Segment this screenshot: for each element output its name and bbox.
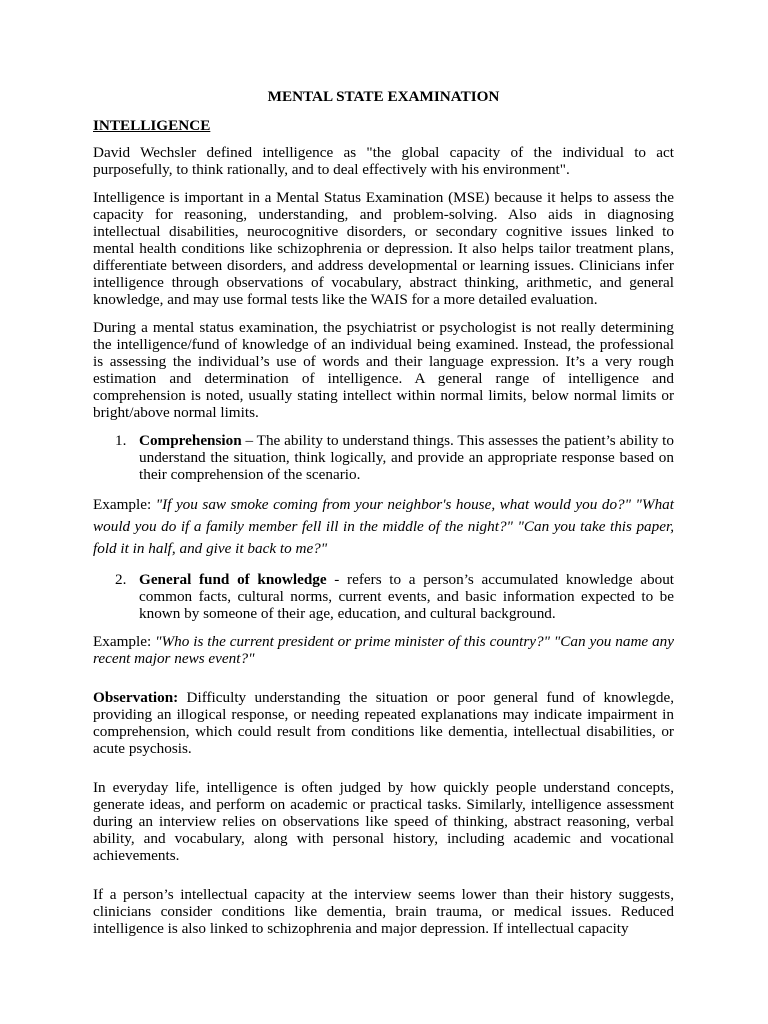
section-heading-intelligence: INTELLIGENCE xyxy=(93,117,211,134)
paragraph-importance: Intelligence is important in a Mental Status Examination (MSE) because it helps to assess the capacity for reasoning, understanding, and problem-solving. Also aids in diagnosing intellectual disabilities, neurocognitive disorders, or secondary cognitive issues linked to mental health conditions like schizophrenia or depression. It also helps tailor treatment plans, differentiate between disorders, and address developmental or learning issues. Clinicians infer intelligence through observations of vocabulary, abstract thinking, arithmetic, and general knowledge, and may use formal tests like the WAIS for a more detailed evaluation. xyxy=(93,189,674,308)
document-title: MENTAL STATE EXAMINATION xyxy=(267,88,500,105)
observation-label: Observation: xyxy=(93,689,179,706)
list-item-text: - refers to a person’s accumulated knowledge about common facts, cultural norms, current events, and basic information expected to be known by someone of their age, education, and cultural background. xyxy=(139,571,675,622)
list-number: 1. xyxy=(115,432,127,449)
example-text: "Who is the current president or prime minister of this country?" "Can you name any recent major news event?" xyxy=(93,633,675,667)
paragraph-capacity: If a person’s intellectual capacity at the interview seems lower than their history suggests, clinicians consider conditions like dementia, brain trauma, or medical issues. Reduced intelligence is also linked to schizophrenia and major depression. If intellectual capacity xyxy=(93,886,674,937)
numbered-list-1 xyxy=(93,432,674,483)
paragraph-observation xyxy=(93,689,674,757)
numbered-list-2 xyxy=(93,571,674,622)
paragraph-definition: David Wechsler defined intelligence as "the global capacity of the individual to act purposefully, to think rationally, and to deal effectively with his environment". xyxy=(93,144,674,178)
example-comprehension xyxy=(93,494,674,560)
example-label: Example: xyxy=(93,496,156,513)
list-item-term: General fund of knowledge xyxy=(139,571,327,588)
paragraph-everyday-life: In everyday life, intelligence is often judged by how quickly people understand concepts, generate ideas, and perform on academic or practical tasks. Similarly, intelligence assessment during an interview relies on observations like speed of thinking, abstract reasoning, verbal ability, and vocabulary, along with personal history, including academic and vocational achievements. xyxy=(93,779,674,864)
paragraph-assessment: During a mental status examination, the psychiatrist or psychologist is not really determining the intelligence/fund of knowledge of an individual being examined. Instead, the professional is assessing the individual’s use of words and their language expression. It’s a very rough estimation and determination of intelligence. A general range of intelligence and comprehension is noted, usually stating intellect within normal limits, below normal limits or bright/above normal limits. xyxy=(93,319,674,421)
list-item-text: – The ability to understand things. This assesses the patient’s ability to understand the situation, think logically, and provide an appropriate response based on their comprehension of the scenario. xyxy=(139,432,674,483)
example-text: "If you saw smoke coming from your neighbor's house, what would you do?" "What would you do if a family member fell ill in the middle of the night?" "Can you take this paper, fold it in half, and give it back to me?" xyxy=(93,496,674,557)
list-item-comprehension xyxy=(93,432,674,483)
list-number: 2. xyxy=(115,571,127,588)
example-fund-of-knowledge xyxy=(93,633,674,667)
list-item-fund-of-knowledge xyxy=(93,571,674,622)
example-label: Example: xyxy=(93,633,156,650)
observation-text: Difficulty understanding the situation or poor general fund of knowlegde, providing an illogical response, or needing repeated explanations may indicate impairment in comprehension, which could result from conditions like dementia, intellectual disabilities, or acute psychosis. xyxy=(93,689,674,757)
list-item-term: Comprehension xyxy=(139,432,242,449)
